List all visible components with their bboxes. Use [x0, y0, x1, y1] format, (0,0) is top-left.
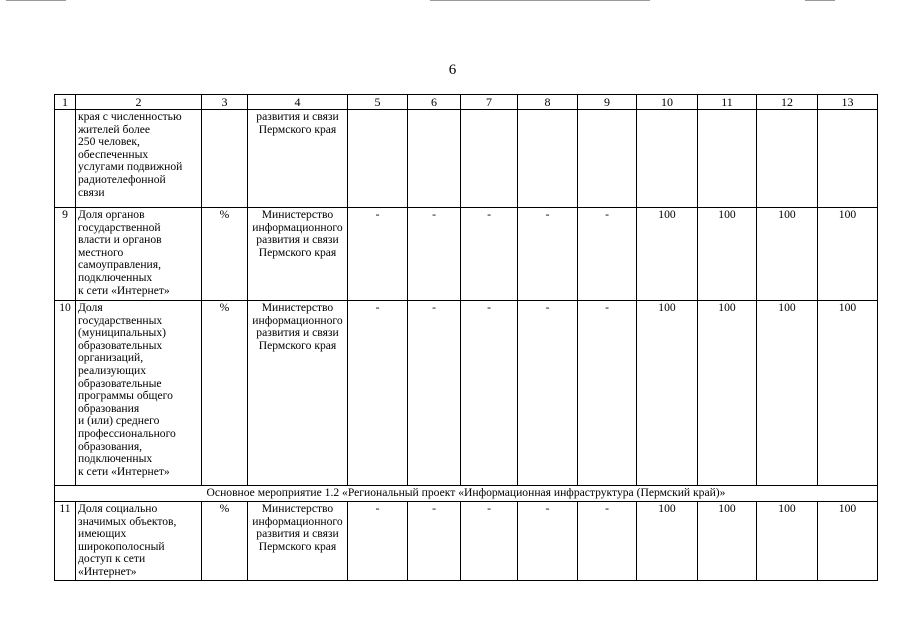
value-cell: 100 — [818, 502, 878, 581]
unit: % — [202, 301, 248, 486]
row-number — [55, 110, 76, 208]
header-cell: 11 — [698, 95, 757, 110]
value-cell: - — [348, 502, 408, 581]
header-cell: 2 — [76, 95, 202, 110]
responsible-org: Министерство информационного развития и связи Пермского края — [248, 301, 348, 486]
section-title: Основное мероприятие 1.2 «Региональный проект «Информационная инфраструктура (Пермский край)» — [55, 486, 878, 502]
value-cell: - — [518, 208, 578, 301]
value-cell — [578, 110, 637, 208]
indicators-table — [54, 94, 878, 581]
value-cell: - — [408, 301, 461, 486]
value-cell: 100 — [818, 301, 878, 486]
table-row-continued — [55, 110, 878, 208]
top-scan-line-left — [6, 0, 66, 1]
header-cell: 8 — [518, 95, 578, 110]
row-number: 11 — [55, 502, 76, 581]
value-cell: - — [578, 502, 637, 581]
header-cell: 4 — [248, 95, 348, 110]
value-cell — [408, 110, 461, 208]
value-cell — [757, 110, 818, 208]
header-cell: 1 — [55, 95, 76, 110]
responsible-org: Министерство информационного развития и связи Пермского края — [248, 502, 348, 581]
row-number: 10 — [55, 301, 76, 486]
value-cell: 100 — [698, 208, 757, 301]
value-cell: 100 — [637, 301, 698, 486]
page-number: 6 — [448, 62, 457, 78]
top-scan-line-center — [430, 0, 650, 1]
value-cell: - — [348, 301, 408, 486]
indicator-name: Доля государственных (муниципальных) образовательных организаций, реализующих образовательные программы общего образования и (или) среднего профессионального образования, подключенных к сети «Интернет» — [76, 301, 202, 486]
value-cell: 100 — [757, 208, 818, 301]
table-row — [55, 301, 878, 486]
value-cell: 100 — [818, 208, 878, 301]
indicator-name: Доля органов государственной власти и органов местного самоуправления, подключенных к сети «Интернет» — [76, 208, 202, 301]
header-cell: 7 — [461, 95, 518, 110]
indicator-name: Доля социально значимых объектов, имеющих широкополосный доступ к сети «Интернет» — [76, 502, 202, 581]
value-cell: - — [408, 502, 461, 581]
value-cell: 100 — [637, 502, 698, 581]
value-cell: - — [461, 301, 518, 486]
unit: % — [202, 502, 248, 581]
header-row — [55, 95, 878, 110]
value-cell: 100 — [757, 301, 818, 486]
table-row — [55, 502, 878, 581]
top-scan-line-right — [805, 0, 835, 1]
header-cell: 5 — [348, 95, 408, 110]
responsible-org: развития и связи Пермского края — [248, 110, 348, 208]
value-cell — [461, 110, 518, 208]
table-row — [55, 208, 878, 301]
header-cell: 9 — [578, 95, 637, 110]
header-cell: 3 — [202, 95, 248, 110]
unit: % — [202, 208, 248, 301]
value-cell — [348, 110, 408, 208]
value-cell: - — [518, 502, 578, 581]
value-cell — [518, 110, 578, 208]
header-cell: 12 — [757, 95, 818, 110]
value-cell — [818, 110, 878, 208]
value-cell: - — [578, 208, 637, 301]
value-cell: - — [461, 208, 518, 301]
indicator-name: края с численностью жителей более 250 человек, обеспеченных услугами подвижной радиотелефонной связи — [76, 110, 202, 208]
responsible-org: Министерство информационного развития и связи Пермского края — [248, 208, 348, 301]
value-cell: - — [518, 301, 578, 486]
section-row — [55, 486, 878, 502]
value-cell: 100 — [637, 208, 698, 301]
value-cell: 100 — [757, 502, 818, 581]
value-cell: 100 — [698, 502, 757, 581]
value-cell: - — [578, 301, 637, 486]
value-cell: - — [461, 502, 518, 581]
value-cell — [698, 110, 757, 208]
unit — [202, 110, 248, 208]
header-cell: 13 — [818, 95, 878, 110]
header-cell: 6 — [408, 95, 461, 110]
value-cell — [637, 110, 698, 208]
header-cell: 10 — [637, 95, 698, 110]
value-cell: 100 — [698, 301, 757, 486]
value-cell: - — [348, 208, 408, 301]
value-cell: - — [408, 208, 461, 301]
row-number: 9 — [55, 208, 76, 301]
